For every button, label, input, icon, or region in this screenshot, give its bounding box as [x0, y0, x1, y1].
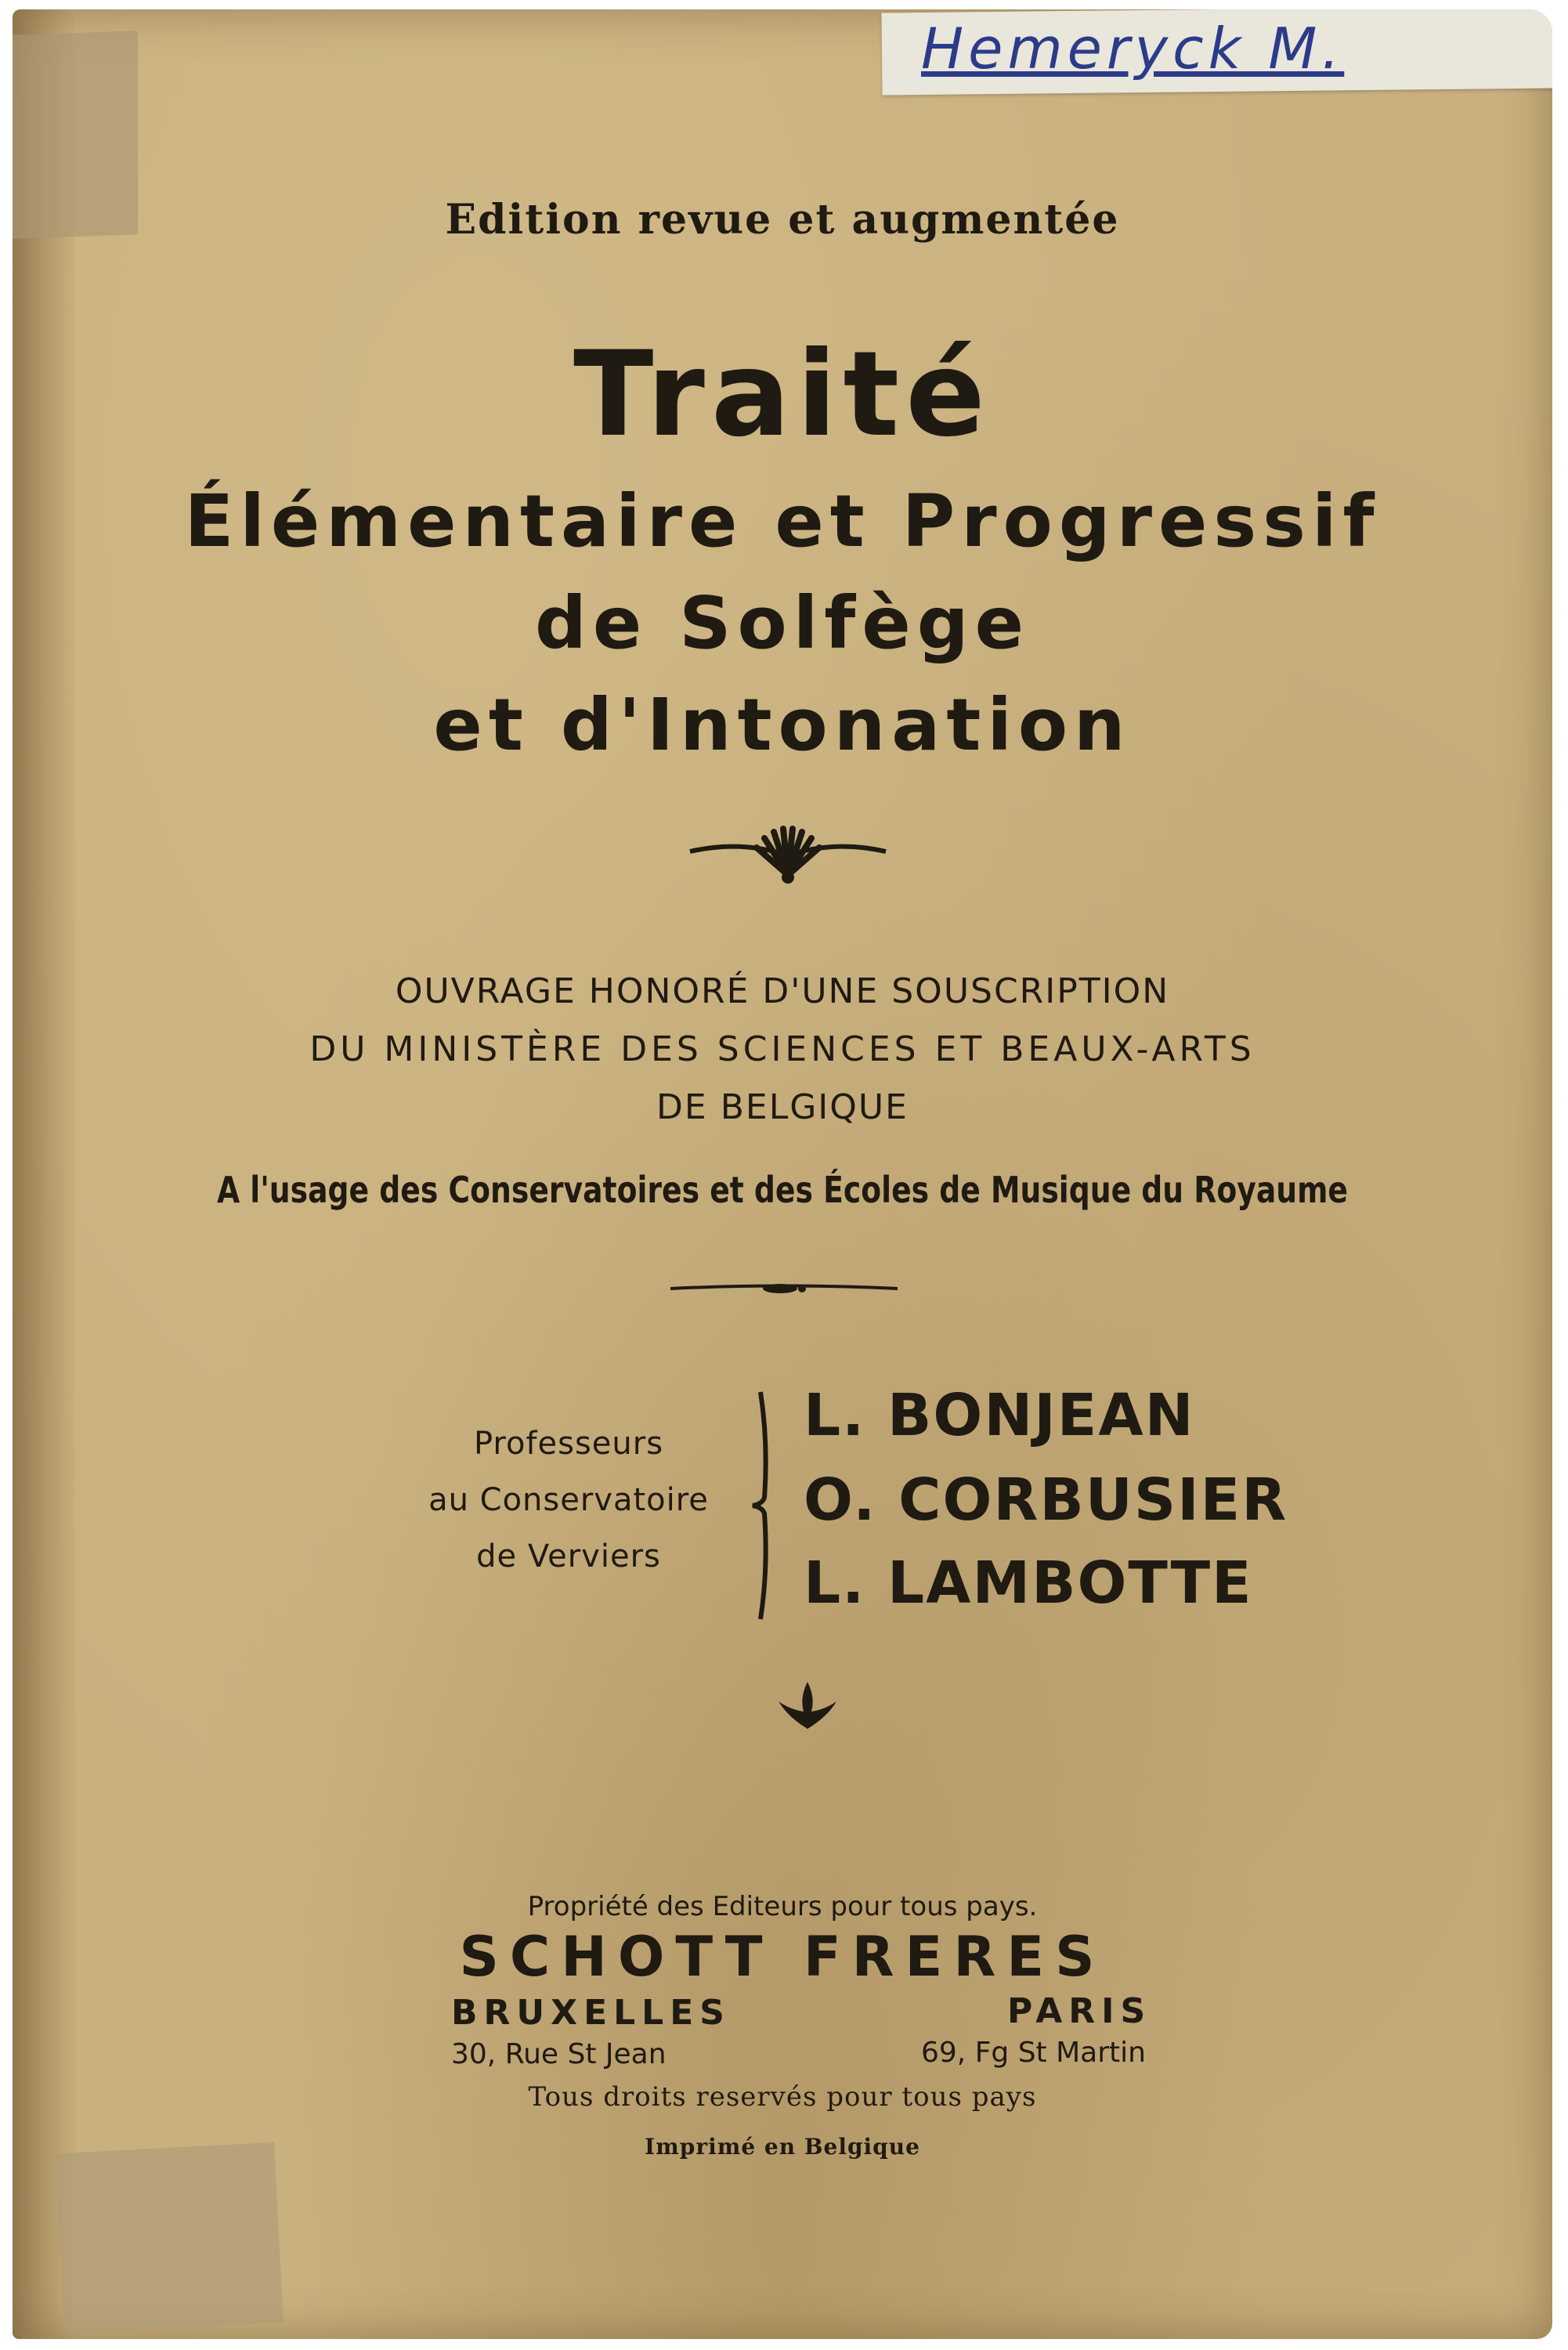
address-brussels: 30, Rue St Jean	[451, 2038, 667, 2070]
book-cover	[13, 9, 1552, 2339]
author-2: O. CORBUSIER	[804, 1466, 1288, 1534]
professors-line-3: de Verviers	[476, 1538, 661, 1574]
printed-line: Imprimé en Belgique	[645, 2134, 920, 2160]
publisher-name: SCHOTT FRERES	[459, 1925, 1106, 1989]
author-3: L. LAMBOTTE	[804, 1549, 1253, 1617]
usage-line: A l'usage des Conservatoires et des Écoles de Musique du Royaume	[216, 1169, 1349, 1211]
edition-note: Edition revue et augmentée	[445, 196, 1120, 244]
owner-handwriting: Hemeryck M.	[921, 16, 1345, 81]
fan-ornament-icon	[686, 808, 890, 887]
rule-ornament-icon	[670, 1277, 898, 1300]
honor-line-3: DE BELGIQUE	[656, 1087, 909, 1127]
city-paris: PARIS	[1007, 1991, 1152, 2031]
property-line: Propriété des Editeurs pour tous pays.	[527, 1891, 1038, 1922]
professors-line-2: au Conservatoire	[428, 1482, 709, 1518]
title-line-3: et d'Intonation	[433, 683, 1132, 767]
tape-patch-bottom	[55, 2142, 284, 2334]
title-line-1: Élémentaire et Progressif	[184, 479, 1381, 563]
fleuron-icon	[772, 1674, 843, 1737]
author-1: L. BONJEAN	[804, 1382, 1195, 1449]
title-main: Traité	[573, 327, 992, 463]
address-paris: 69, Fg St Martin	[921, 2037, 1146, 2069]
rights-line: Tous droits reservés pour tous pays	[528, 2081, 1037, 2113]
honor-line-1: OUVRAGE HONORÉ D'UNE SOUSCRIPTION	[395, 971, 1170, 1011]
brace-icon	[737, 1388, 784, 1623]
city-brussels: BRUXELLES	[451, 1993, 731, 2033]
honor-line-2: DU MINISTÈRE DES SCIENCES ET BEAUX-ARTS	[309, 1029, 1255, 1069]
title-line-2: de Solfège	[535, 581, 1030, 665]
professors-line-1: Professeurs	[473, 1426, 664, 1462]
